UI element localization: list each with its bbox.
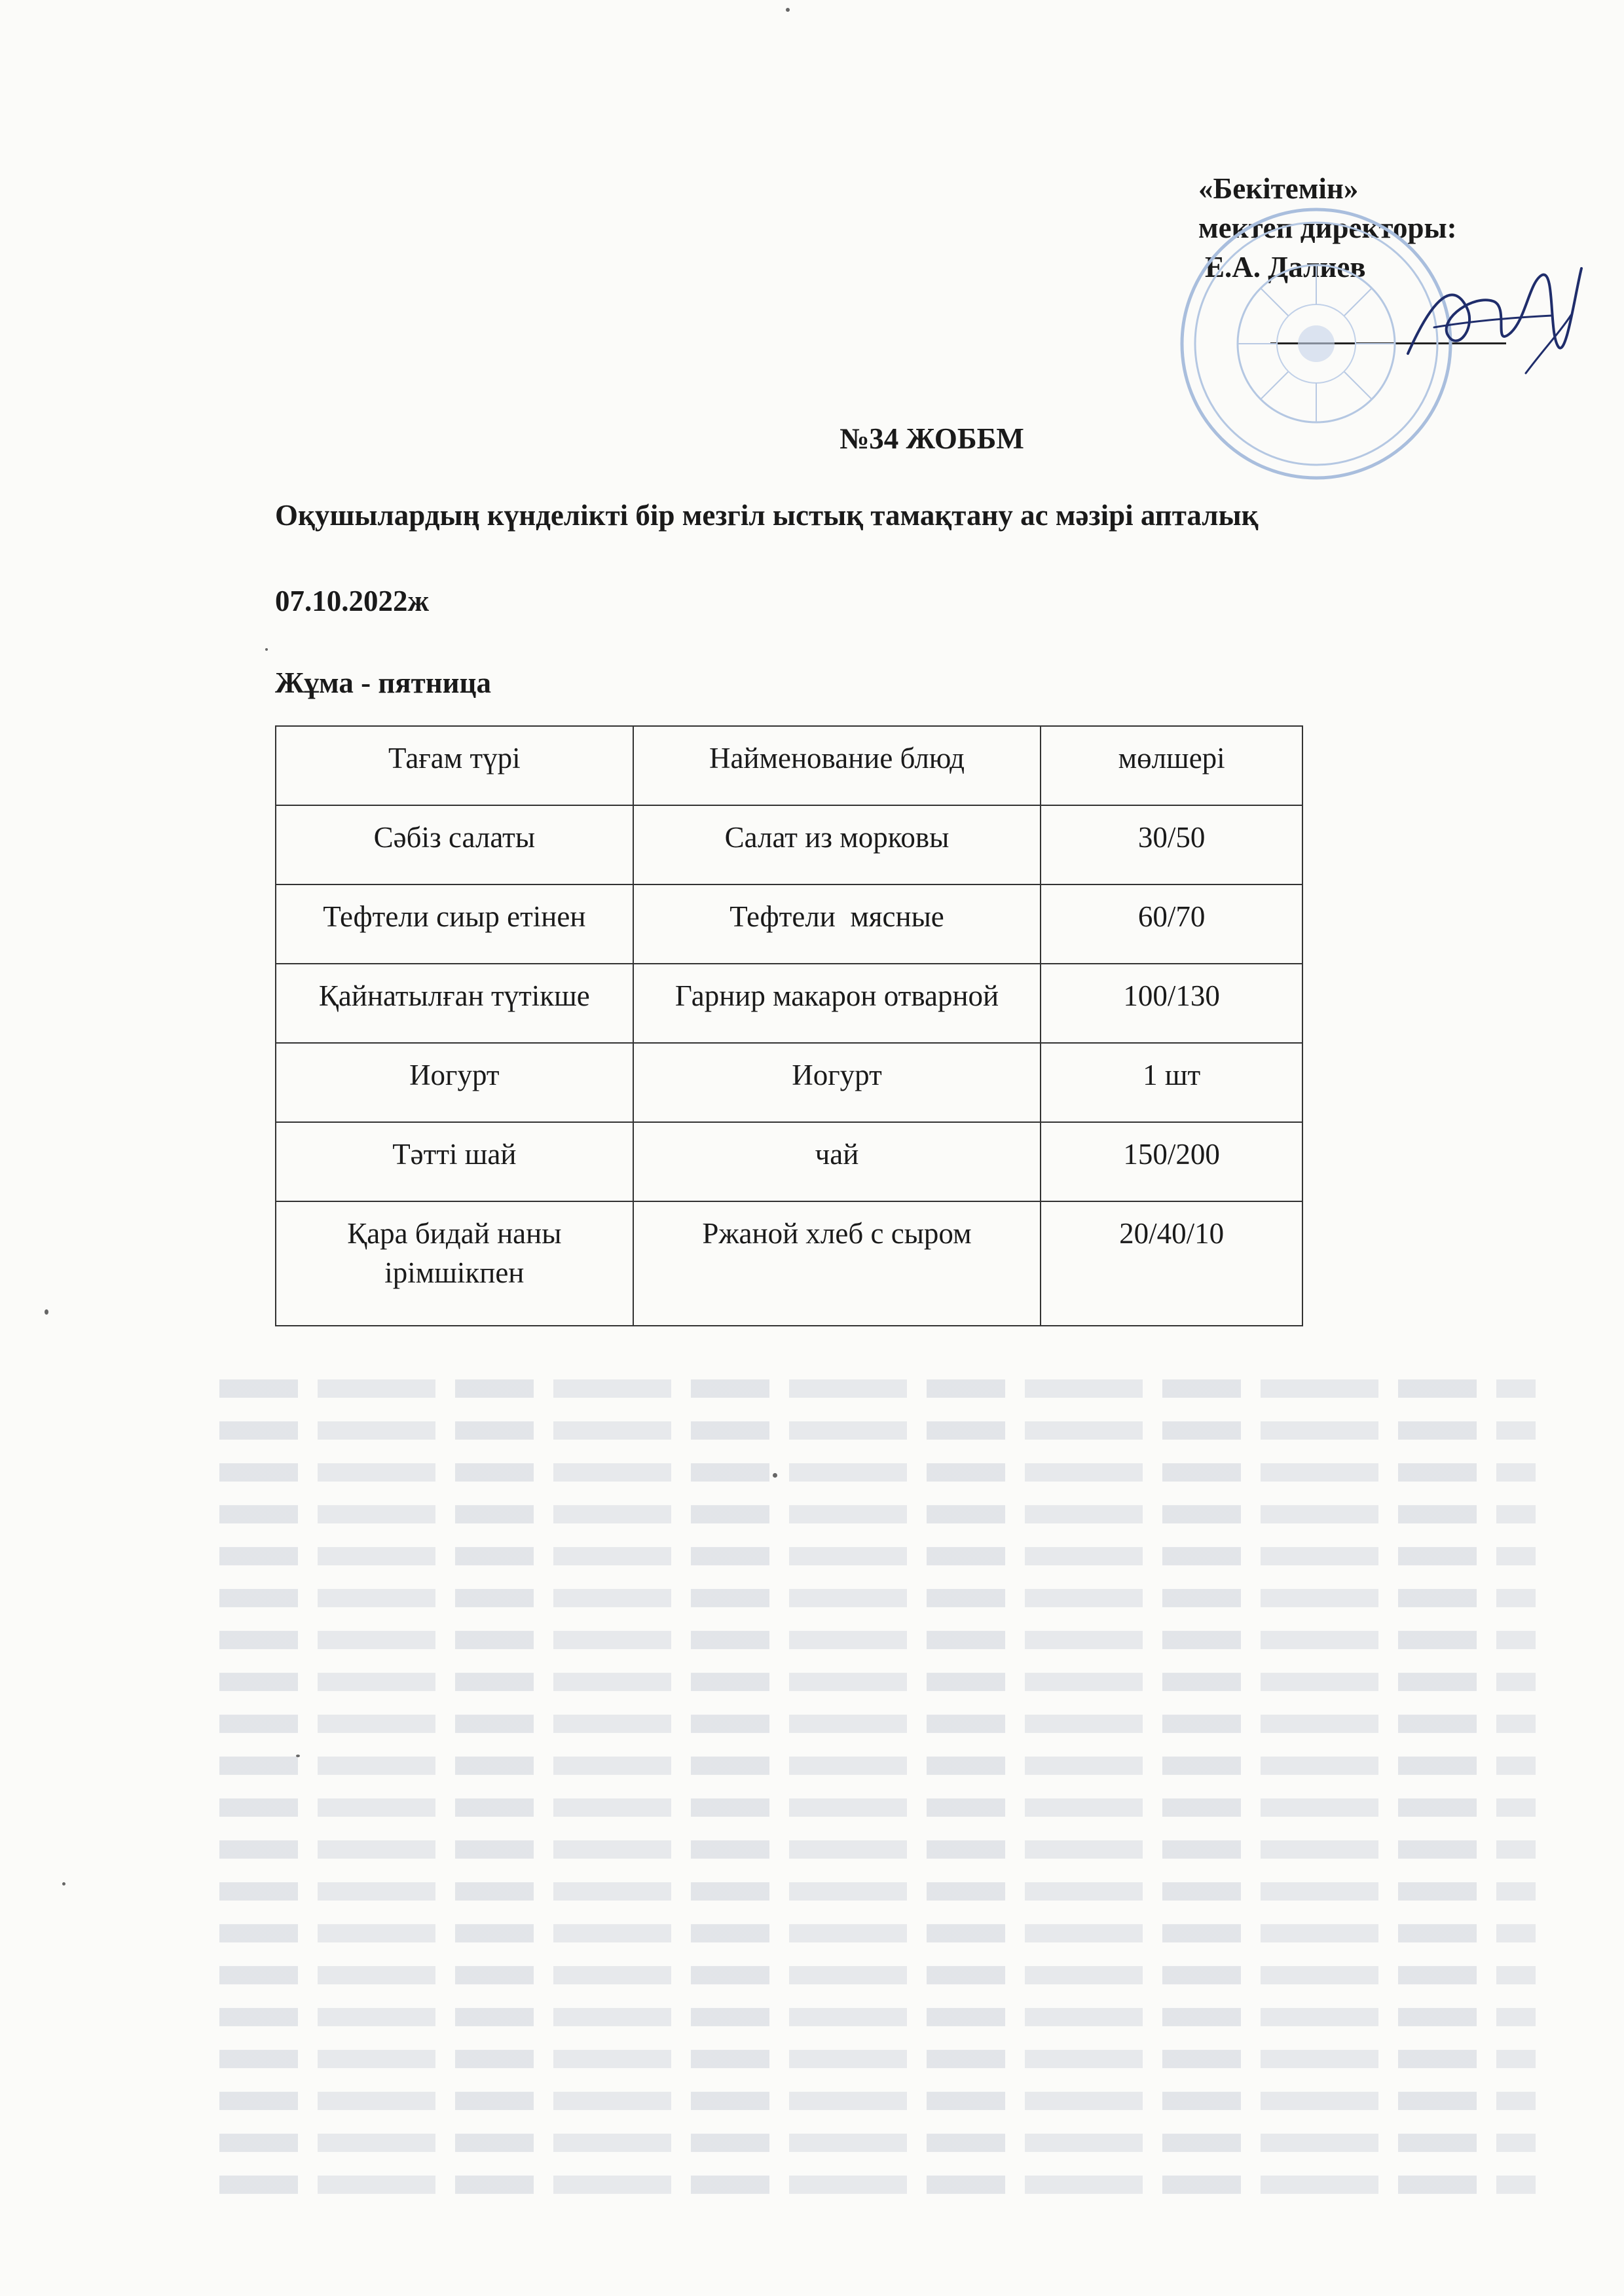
scan-speck [62,1882,65,1886]
approval-heading: «Бекітемін» [1198,172,1359,205]
cell-portion: 30/50 [1041,805,1302,884]
header-dish-name: Найменование блюд [633,726,1041,805]
table-row [276,1043,1302,1122]
cell-portion: 1 шт [1041,1043,1302,1122]
menu-table [275,725,1303,1326]
scan-speck [773,1473,777,1478]
menu-date: 07.10.2022ж [275,585,430,617]
cell-portion: 60/70 [1041,884,1302,964]
table-row [276,884,1302,964]
scan-speck [265,648,268,651]
cell-dish-name: Ржаной хлеб с сыром [633,1201,1041,1326]
menu-day: Жұма - пятница [275,666,491,699]
scan-speck [45,1309,48,1315]
menu-title: Оқушылардың күнделікті бір мезгіл ыстық тамақтану ас мәзірі апталық [275,499,1259,532]
cell-dish-type: Иогурт [276,1043,633,1122]
cell-dish-type: Сәбіз салаты [276,805,633,884]
header-dish-type: Тағам түрі [276,726,633,805]
cell-dish-type: Қара бидай наны ірімшікпен [276,1201,633,1326]
school-title: №34 ЖОББМ [840,422,1024,455]
cell-portion: 20/40/10 [1041,1201,1302,1326]
cell-portion: 150/200 [1041,1122,1302,1201]
cell-dish-name: чай [633,1122,1041,1201]
cell-dish-name: Иогурт [633,1043,1041,1122]
table-row [276,1122,1302,1201]
signature-icon [1395,255,1591,386]
approval-director-name: Е.А. Далиев [1205,251,1366,283]
header-portion: мөлшері [1041,726,1302,805]
scan-speck [296,1755,300,1757]
cell-dish-name: Тефтели мясные [633,884,1041,964]
cell-portion: 100/130 [1041,964,1302,1043]
table-row [276,1201,1302,1326]
bleed-through-text [219,1368,1536,2206]
cell-dish-type: Тефтели сиыр етінен [276,884,633,964]
cell-dish-type: Тәтті шай [276,1122,633,1201]
cell-dish-name: Гарнир макарон отварной [633,964,1041,1043]
table-row [276,964,1302,1043]
scan-speck [786,8,790,12]
approval-position: мектеп директоры: [1198,211,1457,244]
table-header-row [276,726,1302,805]
table-row [276,805,1302,884]
cell-dish-name: Салат из морковы [633,805,1041,884]
cell-dish-type: Қайнатылған түтікше [276,964,633,1043]
